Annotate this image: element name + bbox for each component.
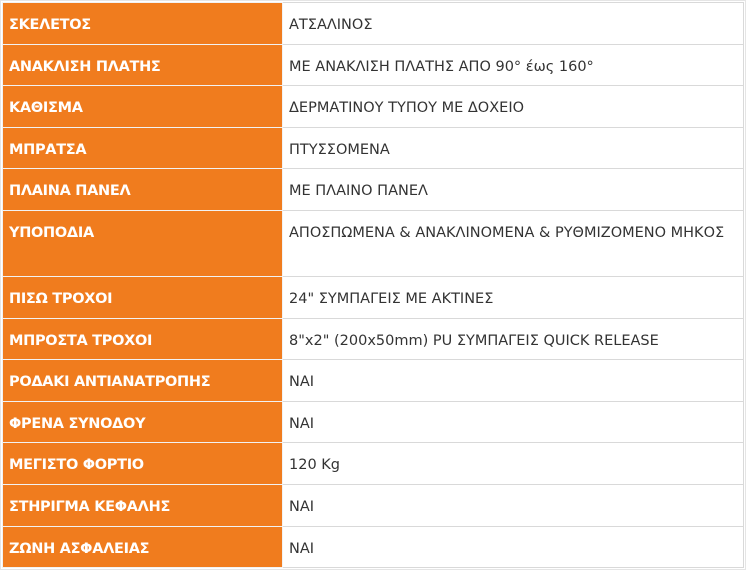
table-row bbox=[3, 276, 744, 318]
table-row bbox=[3, 484, 744, 526]
table-row bbox=[3, 210, 744, 276]
spec-label: ΜΕΓΙΣΤΟ ΦΟΡΤΙΟ bbox=[3, 443, 283, 485]
specifications-table bbox=[2, 2, 744, 568]
spec-label: ΜΠΡΟΣΤΑ ΤΡΟΧΟΙ bbox=[3, 318, 283, 360]
table-row bbox=[3, 3, 744, 45]
spec-label: ΖΩΝΗ ΑΣΦΑΛΕΙΑΣ bbox=[3, 526, 283, 568]
table-row bbox=[3, 127, 744, 169]
spec-label: ΥΠΟΠΟΔΙΑ bbox=[3, 210, 283, 276]
spec-label: ΑΝΑΚΛΙΣΗ ΠΛΑΤΗΣ bbox=[3, 44, 283, 86]
spec-label: ΦΡΕΝΑ ΣΥΝΟΔΟΥ bbox=[3, 401, 283, 443]
spec-value: 120 Kg bbox=[283, 443, 744, 485]
spec-value: ΝΑΙ bbox=[283, 484, 744, 526]
table-row bbox=[3, 526, 744, 568]
table-row bbox=[3, 360, 744, 402]
spec-label: ΜΠΡΑΤΣΑ bbox=[3, 127, 283, 169]
spec-value: ΜΕ ΠΛΑΙΝΟ ΠΑΝΕΛ bbox=[283, 169, 744, 211]
spec-value: ΑΠΟΣΠΩΜΕΝΑ & ΑΝΑΚΛΙΝΟΜΕΝΑ & ΡΥΘΜΙΖΟΜΕΝΟ ΜΗΚΟΣ bbox=[283, 210, 744, 276]
spec-value: ΝΑΙ bbox=[283, 360, 744, 402]
spec-label: ΚΑΘΙΣΜΑ bbox=[3, 86, 283, 128]
table-row bbox=[3, 86, 744, 128]
spec-value: ΑΤΣΑΛΙΝΟΣ bbox=[283, 3, 744, 45]
table-row bbox=[3, 318, 744, 360]
spec-value: ΠΤΥΣΣΟΜΕΝΑ bbox=[283, 127, 744, 169]
spec-label: ΣΤΗΡΙΓΜΑ ΚΕΦΑΛΗΣ bbox=[3, 484, 283, 526]
table-row bbox=[3, 44, 744, 86]
spec-label: ΣΚΕΛΕΤΟΣ bbox=[3, 3, 283, 45]
spec-value: ΔΕΡΜΑΤΙΝΟΥ ΤΥΠΟΥ ΜΕ ΔΟΧΕΙΟ bbox=[283, 86, 744, 128]
spec-label: ΠΙΣΩ ΤΡΟΧΟΙ bbox=[3, 276, 283, 318]
spec-label: ΡΟΔΑΚΙ ΑΝΤΙΑΝΑΤΡΟΠΗΣ bbox=[3, 360, 283, 402]
table-row bbox=[3, 443, 744, 485]
spec-value: 24" ΣΥΜΠΑΓΕΙΣ ΜΕ ΑΚΤΙΝΕΣ bbox=[283, 276, 744, 318]
spec-value: ΝΑΙ bbox=[283, 401, 744, 443]
spec-value: ΜΕ ΑΝΑΚΛΙΣΗ ΠΛΑΤΗΣ ΑΠΟ 90° έως 160° bbox=[283, 44, 744, 86]
spec-label: ΠΛΑΙΝΑ ΠΑΝΕΛ bbox=[3, 169, 283, 211]
table-row bbox=[3, 401, 744, 443]
spec-value: 8"x2" (200x50mm) PU ΣΥΜΠΑΓΕΙΣ QUICK RELEASE bbox=[283, 318, 744, 360]
spec-value: ΝΑΙ bbox=[283, 526, 744, 568]
table-row bbox=[3, 169, 744, 211]
